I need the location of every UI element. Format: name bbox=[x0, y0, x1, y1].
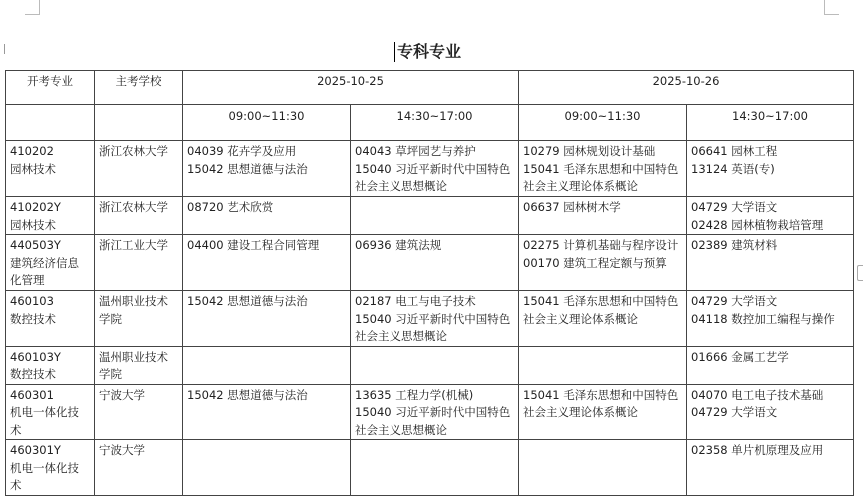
exam-cell bbox=[519, 235, 687, 291]
exam-course: 02187 电工与电子技术 bbox=[355, 294, 476, 308]
major-cell bbox=[6, 346, 95, 384]
major-name: 机电一体化技术 bbox=[10, 460, 79, 492]
exam-cell bbox=[519, 440, 687, 496]
header-time-row bbox=[6, 105, 854, 141]
exam-cell bbox=[351, 197, 519, 235]
major-code: 460301 bbox=[10, 387, 54, 402]
exam-course: 13635 工程力学(机械) bbox=[355, 387, 474, 402]
exam-course: 04118 数控加工编程与操作 bbox=[691, 311, 835, 326]
exam-cell bbox=[183, 197, 351, 235]
exam-cell bbox=[351, 291, 519, 347]
page-corner-mark bbox=[824, 0, 839, 15]
school-cell: 浙江农林大学 bbox=[95, 197, 183, 235]
exam-course: 06637 园林树木学 bbox=[523, 200, 621, 214]
exam-course: 15041 毛泽东思想和中国特色社会主义理论体系概论 bbox=[523, 161, 679, 193]
exam-cell bbox=[687, 197, 854, 235]
exam-cell bbox=[183, 346, 351, 384]
exam-course: 04729 大学语文 bbox=[691, 405, 778, 419]
header-school: 主考学校 bbox=[95, 71, 183, 105]
exam-course: 04070 电工电子技术基础 bbox=[691, 387, 824, 402]
table-row bbox=[6, 384, 854, 440]
major-name: 机电一体化技术 bbox=[10, 405, 79, 437]
exam-cell bbox=[183, 291, 351, 347]
table-row bbox=[6, 235, 854, 291]
major-cell bbox=[6, 291, 95, 347]
exam-cell bbox=[519, 141, 687, 197]
exam-course: 13124 英语(专) bbox=[691, 161, 775, 176]
school-cell: 宁波大学 bbox=[95, 384, 183, 440]
exam-course: 04729 大学语文 bbox=[691, 294, 778, 308]
exam-cell bbox=[687, 291, 854, 347]
exam-course: 08720 艺术欣赏 bbox=[187, 200, 274, 214]
exam-cell bbox=[183, 235, 351, 291]
exam-cell bbox=[687, 346, 854, 384]
exam-cell bbox=[183, 440, 351, 496]
exam-cell bbox=[687, 440, 854, 496]
table-row bbox=[6, 197, 854, 235]
exam-cell bbox=[519, 346, 687, 384]
exam-course: 15042 思想道德与法治 bbox=[187, 387, 308, 402]
exam-course: 06641 园林工程 bbox=[691, 144, 778, 158]
exam-course: 01666 金属工艺学 bbox=[691, 349, 789, 364]
major-cell bbox=[6, 197, 95, 235]
exam-course: 02358 单片机原理及应用 bbox=[691, 443, 824, 457]
major-name: 园林技术 bbox=[10, 161, 56, 176]
exam-course: 04043 草坪园艺与养护 bbox=[355, 144, 476, 158]
page-corner-mark bbox=[25, 0, 40, 15]
major-name: 数控技术 bbox=[10, 367, 56, 381]
table-row bbox=[6, 346, 854, 384]
header-row bbox=[6, 71, 854, 105]
exam-cell bbox=[687, 384, 854, 440]
school-cell: 浙江农林大学 bbox=[95, 141, 183, 197]
exam-course: 00170 建筑工程定额与预算 bbox=[523, 255, 667, 270]
major-name: 数控技术 bbox=[10, 311, 56, 326]
header-time-slot: 09:00~11:30 bbox=[519, 105, 687, 141]
exam-course: 02428 园林植物栽培管理 bbox=[691, 217, 824, 232]
major-name: 建筑经济信息化管理 bbox=[10, 255, 79, 287]
major-cell bbox=[6, 440, 95, 496]
major-code: 460301Y bbox=[10, 443, 61, 457]
exam-course: 15040 习近平新时代中国特色社会主义思想概论 bbox=[355, 311, 511, 343]
exam-cell bbox=[351, 346, 519, 384]
major-code: 410202 bbox=[10, 144, 54, 158]
major-name: 园林技术 bbox=[10, 217, 56, 232]
exam-cell bbox=[519, 384, 687, 440]
header-date: 2025-10-26 bbox=[519, 71, 854, 105]
major-cell bbox=[6, 141, 95, 197]
exam-course: 15041 毛泽东思想和中国特色社会主义理论体系概论 bbox=[523, 387, 679, 419]
empty-cell bbox=[95, 105, 183, 141]
side-panel-handle[interactable] bbox=[857, 265, 863, 281]
school-cell: 温州职业技术学院 bbox=[95, 291, 183, 347]
exam-cell bbox=[519, 197, 687, 235]
major-cell bbox=[6, 235, 95, 291]
header-date: 2025-10-25 bbox=[183, 71, 519, 105]
major-code: 460103Y bbox=[10, 349, 61, 364]
exam-course: 15042 思想道德与法治 bbox=[187, 161, 308, 176]
exam-cell bbox=[351, 384, 519, 440]
exam-cell bbox=[519, 291, 687, 347]
exam-course: 15040 习近平新时代中国特色社会主义思想概论 bbox=[355, 161, 511, 193]
major-code: 410202Y bbox=[10, 200, 61, 214]
table-row bbox=[6, 291, 854, 347]
exam-schedule-table bbox=[5, 70, 854, 496]
exam-course: 04729 大学语文 bbox=[691, 200, 778, 214]
exam-cell bbox=[687, 235, 854, 291]
exam-cell bbox=[183, 384, 351, 440]
header-time-slot: 14:30~17:00 bbox=[687, 105, 854, 141]
major-code: 460103 bbox=[10, 294, 54, 308]
empty-cell bbox=[6, 105, 95, 141]
exam-course: 02389 建筑材料 bbox=[691, 238, 778, 252]
exam-course: 04400 建设工程合同管理 bbox=[187, 238, 320, 252]
exam-cell bbox=[351, 235, 519, 291]
exam-course: 10279 园林规划设计基础 bbox=[523, 144, 656, 158]
exam-course: 15040 习近平新时代中国特色社会主义思想概论 bbox=[355, 405, 511, 437]
document-heading[interactable]: 专科专业 bbox=[394, 42, 461, 62]
major-cell bbox=[6, 384, 95, 440]
exam-course: 04039 花卉学及应用 bbox=[187, 144, 297, 158]
header-time-slot: 14:30~17:00 bbox=[351, 105, 519, 141]
major-code: 440503Y bbox=[10, 238, 61, 252]
table-row bbox=[6, 440, 854, 496]
exam-cell bbox=[351, 141, 519, 197]
school-cell: 浙江工业大学 bbox=[95, 235, 183, 291]
exam-cell bbox=[687, 141, 854, 197]
exam-course: 15041 毛泽东思想和中国特色社会主义理论体系概论 bbox=[523, 294, 679, 326]
table-row bbox=[6, 141, 854, 197]
ruler-marker bbox=[0, 44, 5, 54]
exam-cell bbox=[183, 141, 351, 197]
school-cell: 温州职业技术学院 bbox=[95, 346, 183, 384]
exam-course: 15042 思想道德与法治 bbox=[187, 294, 308, 308]
exam-course: 02275 计算机基础与程序设计 bbox=[523, 238, 679, 252]
exam-cell bbox=[351, 440, 519, 496]
school-cell: 宁波大学 bbox=[95, 440, 183, 496]
header-time-slot: 09:00~11:30 bbox=[183, 105, 351, 141]
header-major: 开考专业 bbox=[6, 71, 95, 105]
exam-course: 06936 建筑法规 bbox=[355, 238, 442, 252]
